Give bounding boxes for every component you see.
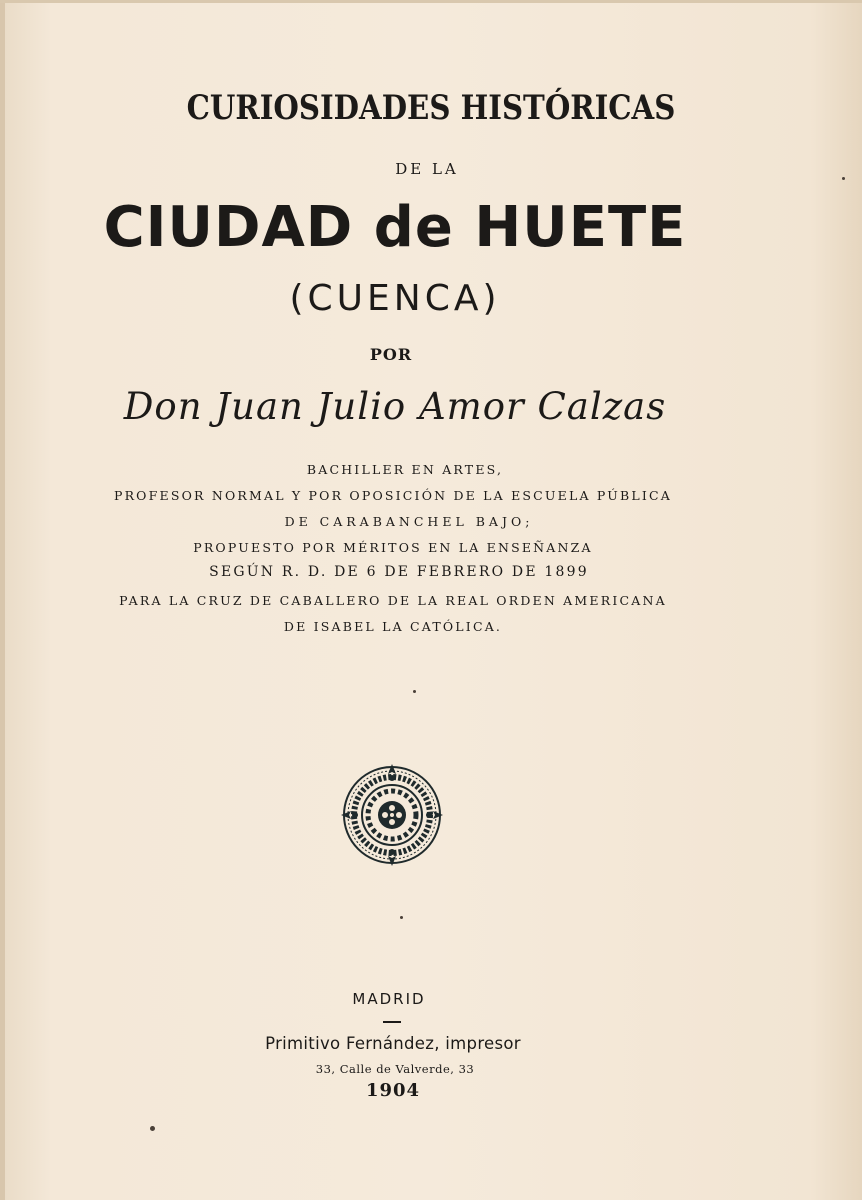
credential-line: SEGÚN R. D. DE 6 DE FEBRERO DE 1899	[209, 564, 589, 580]
byline-por: POR	[369, 345, 413, 364]
credential-line: BACHILLER EN ARTES,	[306, 462, 504, 477]
paper-speck	[150, 1126, 155, 1131]
credential-line: PROPUESTO POR MÉRITOS EN LA ENSEÑANZA	[193, 540, 593, 555]
paper-speck	[400, 916, 403, 919]
title-line-cuenca: (CUENCA)	[289, 278, 501, 319]
imprint-rule	[383, 1021, 401, 1023]
author-name: Don Juan Julio Amor Calzas	[123, 385, 667, 428]
imprint-city: MADRID	[352, 990, 426, 1008]
page-top-edge	[0, 0, 862, 3]
paper-speck	[413, 690, 416, 693]
title-line-ciudad-de-huete: CIUDAD de HUETE	[103, 195, 687, 260]
imprint-address: 33, Calle de Valverde, 33	[315, 1062, 475, 1076]
credential-line: DE ISABEL LA CATÓLICA.	[283, 619, 503, 634]
credential-line: DE CARABANCHEL BAJO;	[284, 514, 534, 529]
rosette-ornament-icon	[339, 762, 445, 868]
title-line-curiosidades: CURIOSIDADES HISTÓRICAS	[186, 88, 676, 128]
title-line-de-la: DE LA	[395, 160, 459, 178]
imprint-printer: Primitivo Fernández, impresor	[265, 1034, 521, 1053]
credential-line: PROFESOR NORMAL Y POR OPOSICIÓN DE LA ESCUELA PÚBLICA	[113, 488, 673, 503]
credential-line: PARA LA CRUZ DE CABALLERO DE LA REAL ORDEN AMERICANA	[119, 593, 667, 608]
paper-speck	[842, 177, 845, 180]
imprint-year: 1904	[365, 1080, 421, 1101]
